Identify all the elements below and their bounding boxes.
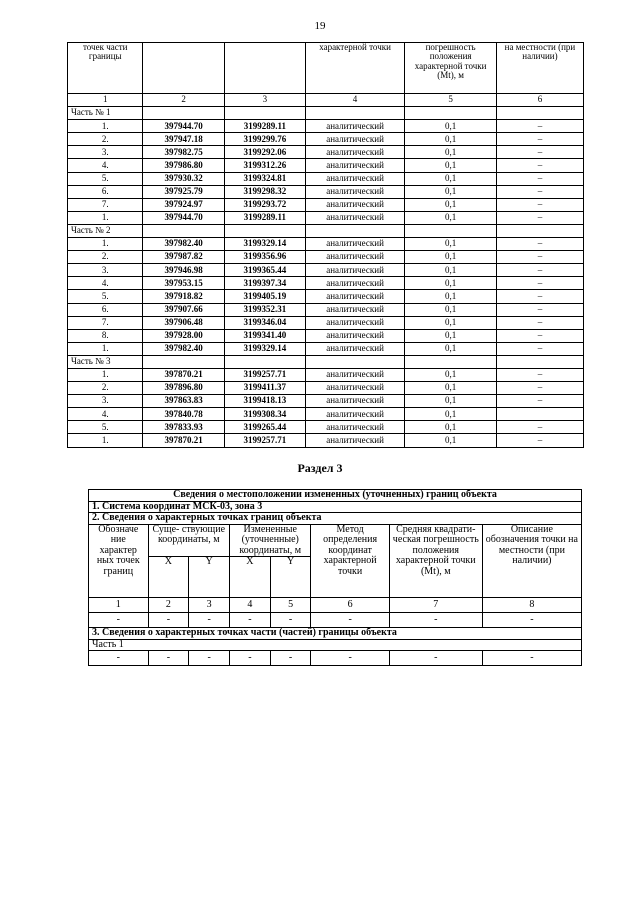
point-number: 3. <box>68 264 143 277</box>
empty-cell: - <box>270 651 311 666</box>
point-number: 6. <box>68 303 143 316</box>
precision: 0,1 <box>405 303 497 316</box>
coord-x: 397946.98 <box>143 264 224 277</box>
precision: 0,1 <box>405 198 497 211</box>
part-header-row <box>68 224 584 237</box>
header-designation: Обозначе ние характер ных точек границ <box>89 524 149 598</box>
empty-cell <box>224 355 305 368</box>
coord-y: 3199292.06 <box>224 146 305 159</box>
coord-y: 3199312.26 <box>224 159 305 172</box>
method: аналитический <box>305 133 405 146</box>
description: – <box>496 238 583 251</box>
header-cell <box>143 43 224 94</box>
method: аналитический <box>305 159 405 172</box>
point-number: 3. <box>68 146 143 159</box>
table-row <box>68 251 584 264</box>
coord-x: 397944.70 <box>143 120 224 133</box>
method: аналитический <box>305 408 405 421</box>
col-number: 5 <box>405 94 497 107</box>
empty-cell: - <box>148 613 189 628</box>
empty-cell: - <box>230 651 271 666</box>
coord-y: 3199289.11 <box>224 120 305 133</box>
header-cell: точек части границы <box>68 43 143 94</box>
precision: 0,1 <box>405 408 497 421</box>
header-y: Y <box>270 557 311 598</box>
table2-empty-row <box>89 651 582 666</box>
coord-x: 397840.78 <box>143 408 224 421</box>
description: – <box>496 277 583 290</box>
description: – <box>496 382 583 395</box>
precision: 0,1 <box>405 185 497 198</box>
header-method: Метод определения координат характерной точки <box>311 524 389 598</box>
table-row <box>68 395 584 408</box>
precision: 0,1 <box>405 211 497 224</box>
empty-cell: - <box>389 613 482 628</box>
table-row <box>68 382 584 395</box>
empty-cell <box>496 224 583 237</box>
table-row <box>68 408 584 421</box>
coord-x: 397863.83 <box>143 395 224 408</box>
precision: 0,1 <box>405 316 497 329</box>
table-row <box>68 316 584 329</box>
coord-x: 397930.32 <box>143 172 224 185</box>
col-number: 4 <box>305 94 405 107</box>
table1-column-numbers <box>68 94 584 107</box>
point-number: 1. <box>68 342 143 355</box>
method: аналитический <box>305 316 405 329</box>
coord-y: 3199356.96 <box>224 251 305 264</box>
coord-y: 3199265.44 <box>224 421 305 434</box>
part-label: Часть 1 <box>89 639 582 651</box>
method: аналитический <box>305 198 405 211</box>
precision: 0,1 <box>405 290 497 303</box>
empty-cell <box>143 224 224 237</box>
empty-cell <box>143 107 224 120</box>
part-title: Часть № 3 <box>68 355 143 368</box>
points-section-title: 2. Сведения о характерных точках границ объекта <box>89 513 582 525</box>
point-number: 4. <box>68 159 143 172</box>
method: аналитический <box>305 185 405 198</box>
empty-cell: - <box>270 613 311 628</box>
table2-empty-row <box>89 613 582 628</box>
empty-cell: - <box>311 613 389 628</box>
header-x: X <box>148 557 189 598</box>
point-number: 2. <box>68 382 143 395</box>
coord-y: 3199405.19 <box>224 290 305 303</box>
empty-cell <box>405 107 497 120</box>
coord-x: 397870.21 <box>143 368 224 381</box>
table-row <box>68 421 584 434</box>
point-number: 1. <box>68 238 143 251</box>
page-number: 19 <box>314 20 326 32</box>
method: аналитический <box>305 211 405 224</box>
precision: 0,1 <box>405 368 497 381</box>
description: – <box>496 133 583 146</box>
empty-cell: - <box>482 651 581 666</box>
empty-cell: - <box>389 651 482 666</box>
table-row <box>68 159 584 172</box>
empty-cell <box>143 355 224 368</box>
method: аналитический <box>305 395 405 408</box>
coord-x: 397986.80 <box>143 159 224 172</box>
coord-y: 3199298.32 <box>224 185 305 198</box>
part-label-row <box>89 639 582 651</box>
description: – <box>496 368 583 381</box>
point-number: 7. <box>68 198 143 211</box>
description: – <box>496 211 583 224</box>
coord-y: 3199329.14 <box>224 342 305 355</box>
coord-y: 3199308.34 <box>224 408 305 421</box>
coord-y: 3199299.76 <box>224 133 305 146</box>
coord-x: 397924.97 <box>143 198 224 211</box>
point-number: 3. <box>68 395 143 408</box>
part-title: Часть № 2 <box>68 224 143 237</box>
precision: 0,1 <box>405 434 497 447</box>
coord-y: 3199257.71 <box>224 434 305 447</box>
table-row <box>68 264 584 277</box>
col-number: 2 <box>148 598 189 613</box>
point-number: 2. <box>68 133 143 146</box>
coord-x: 397925.79 <box>143 185 224 198</box>
precision: 0,1 <box>405 251 497 264</box>
table-row <box>68 434 584 447</box>
empty-cell: - <box>482 613 581 628</box>
coord-x: 397987.82 <box>143 251 224 264</box>
method: аналитический <box>305 434 405 447</box>
coord-y: 3199324.81 <box>224 172 305 185</box>
table-row <box>68 198 584 211</box>
point-number: 1. <box>68 368 143 381</box>
description: – <box>496 290 583 303</box>
precision: 0,1 <box>405 382 497 395</box>
precision: 0,1 <box>405 264 497 277</box>
method: аналитический <box>305 382 405 395</box>
point-number: 1. <box>68 211 143 224</box>
table-row <box>68 290 584 303</box>
method: аналитический <box>305 251 405 264</box>
description: – <box>496 264 583 277</box>
coordinate-system-row <box>89 501 582 513</box>
point-number: 5. <box>68 172 143 185</box>
point-number: 6. <box>68 185 143 198</box>
empty-cell <box>405 355 497 368</box>
coord-x: 397906.48 <box>143 316 224 329</box>
table-row <box>68 238 584 251</box>
description: – <box>496 303 583 316</box>
precision: 0,1 <box>405 277 497 290</box>
part-header-row <box>68 107 584 120</box>
coordinates-table <box>67 42 584 448</box>
precision: 0,1 <box>405 146 497 159</box>
table1-header-row <box>68 43 584 94</box>
table-row <box>68 303 584 316</box>
point-number: 2. <box>68 251 143 264</box>
method: аналитический <box>305 264 405 277</box>
empty-cell <box>305 224 405 237</box>
col-number: 4 <box>230 598 271 613</box>
description: – <box>496 421 583 434</box>
empty-cell <box>405 224 497 237</box>
coord-x: 397982.40 <box>143 342 224 355</box>
col-number: 1 <box>68 94 143 107</box>
table2-title: Сведения о местоположении измененных (уточненных) границ объекта <box>89 490 582 502</box>
coord-y: 3199352.31 <box>224 303 305 316</box>
coord-x: 397928.00 <box>143 329 224 342</box>
parts-section-row <box>89 628 582 640</box>
description: – <box>496 185 583 198</box>
point-number: 7. <box>68 316 143 329</box>
coord-x: 397982.75 <box>143 146 224 159</box>
header-description: Описание обозначения точки на местности (при наличии) <box>482 524 581 598</box>
table2-title-row <box>89 490 582 502</box>
table-row <box>68 329 584 342</box>
col-number: 2 <box>143 94 224 107</box>
method: аналитический <box>305 238 405 251</box>
parts-section-title: 3. Сведения о характерных точках части (частей) границы объекта <box>89 628 582 640</box>
coord-x: 397907.66 <box>143 303 224 316</box>
empty-cell <box>224 107 305 120</box>
header-cell: на местности (при наличии) <box>496 43 583 94</box>
empty-cell: - <box>89 613 149 628</box>
precision: 0,1 <box>405 133 497 146</box>
method: аналитический <box>305 277 405 290</box>
table-row <box>68 368 584 381</box>
description: – <box>496 329 583 342</box>
description: – <box>496 434 583 447</box>
col-number: 1 <box>89 598 149 613</box>
method: аналитический <box>305 146 405 159</box>
empty-cell: - <box>189 651 230 666</box>
coord-y: 3199418.13 <box>224 395 305 408</box>
method: аналитический <box>305 342 405 355</box>
coord-y: 3199365.44 <box>224 264 305 277</box>
point-number: 1. <box>68 120 143 133</box>
empty-cell: - <box>148 651 189 666</box>
part-header-row <box>68 355 584 368</box>
coord-x: 397896.80 <box>143 382 224 395</box>
method: аналитический <box>305 290 405 303</box>
description: – <box>496 146 583 159</box>
header-cell: характерной точки <box>305 43 405 94</box>
empty-cell: - <box>89 651 149 666</box>
table-row <box>68 185 584 198</box>
table-row <box>68 120 584 133</box>
table-row <box>68 342 584 355</box>
coord-y: 3199411.37 <box>224 382 305 395</box>
method: аналитический <box>305 172 405 185</box>
empty-cell <box>496 107 583 120</box>
description: – <box>496 316 583 329</box>
coordinate-system: 1. Система координат МСК-03, зона 3 <box>89 501 582 513</box>
empty-cell: - <box>311 651 389 666</box>
col-number: 6 <box>311 598 389 613</box>
coord-x: 397918.82 <box>143 290 224 303</box>
coord-y: 3199293.72 <box>224 198 305 211</box>
points-section-row <box>89 513 582 525</box>
coord-x: 397870.21 <box>143 434 224 447</box>
empty-cell: - <box>189 613 230 628</box>
method: аналитический <box>305 303 405 316</box>
point-number: 1. <box>68 434 143 447</box>
description: – <box>496 342 583 355</box>
empty-cell: - <box>230 613 271 628</box>
precision: 0,1 <box>405 421 497 434</box>
coord-x: 397944.70 <box>143 211 224 224</box>
method: аналитический <box>305 368 405 381</box>
description: – <box>496 120 583 133</box>
table-row <box>68 277 584 290</box>
description: – <box>496 198 583 211</box>
precision: 0,1 <box>405 172 497 185</box>
col-number: 7 <box>389 598 482 613</box>
description: – <box>496 251 583 264</box>
precision: 0,1 <box>405 120 497 133</box>
description <box>496 408 583 421</box>
coord-x: 397947.18 <box>143 133 224 146</box>
part-title: Часть № 1 <box>68 107 143 120</box>
empty-cell <box>305 107 405 120</box>
header-existing-coords: Суще- ствующие координаты, м <box>148 524 229 557</box>
description: – <box>496 159 583 172</box>
table2-header-row <box>89 524 582 557</box>
empty-cell <box>496 355 583 368</box>
table-row <box>68 172 584 185</box>
method: аналитический <box>305 421 405 434</box>
changed-boundaries-table <box>88 489 582 666</box>
description: – <box>496 395 583 408</box>
coord-y: 3199329.14 <box>224 238 305 251</box>
col-number: 3 <box>224 94 305 107</box>
point-number: 5. <box>68 421 143 434</box>
header-x: X <box>230 557 271 598</box>
precision: 0,1 <box>405 159 497 172</box>
precision: 0,1 <box>405 238 497 251</box>
table-row <box>68 211 584 224</box>
empty-cell <box>305 355 405 368</box>
table2-column-numbers <box>89 598 582 613</box>
coord-y: 3199289.11 <box>224 211 305 224</box>
header-changed-coords: Измененные (уточненные) координаты, м <box>230 524 311 557</box>
method: аналитический <box>305 120 405 133</box>
coord-x: 397953.15 <box>143 277 224 290</box>
table-row <box>68 146 584 159</box>
coord-y: 3199346.04 <box>224 316 305 329</box>
coord-y: 3199341.40 <box>224 329 305 342</box>
col-number: 8 <box>482 598 581 613</box>
empty-cell <box>224 224 305 237</box>
coord-y: 3199257.71 <box>224 368 305 381</box>
col-number: 5 <box>270 598 311 613</box>
table-row <box>68 133 584 146</box>
header-cell <box>224 43 305 94</box>
precision: 0,1 <box>405 395 497 408</box>
coord-x: 397982.40 <box>143 238 224 251</box>
coord-x: 397833.93 <box>143 421 224 434</box>
header-cell: погрешность положения характерной точки (Mt), м <box>405 43 497 94</box>
col-number: 3 <box>189 598 230 613</box>
point-number: 8. <box>68 329 143 342</box>
point-number: 4. <box>68 408 143 421</box>
coord-y: 3199397.34 <box>224 277 305 290</box>
point-number: 5. <box>68 290 143 303</box>
col-number: 6 <box>496 94 583 107</box>
precision: 0,1 <box>405 342 497 355</box>
point-number: 4. <box>68 277 143 290</box>
header-y: Y <box>189 557 230 598</box>
description: – <box>496 172 583 185</box>
section-title: Раздел 3 <box>297 461 343 475</box>
header-error: Средняя квадрати- ческая погрешность положения характерной точки (Mt), м <box>389 524 482 598</box>
precision: 0,1 <box>405 329 497 342</box>
method: аналитический <box>305 329 405 342</box>
